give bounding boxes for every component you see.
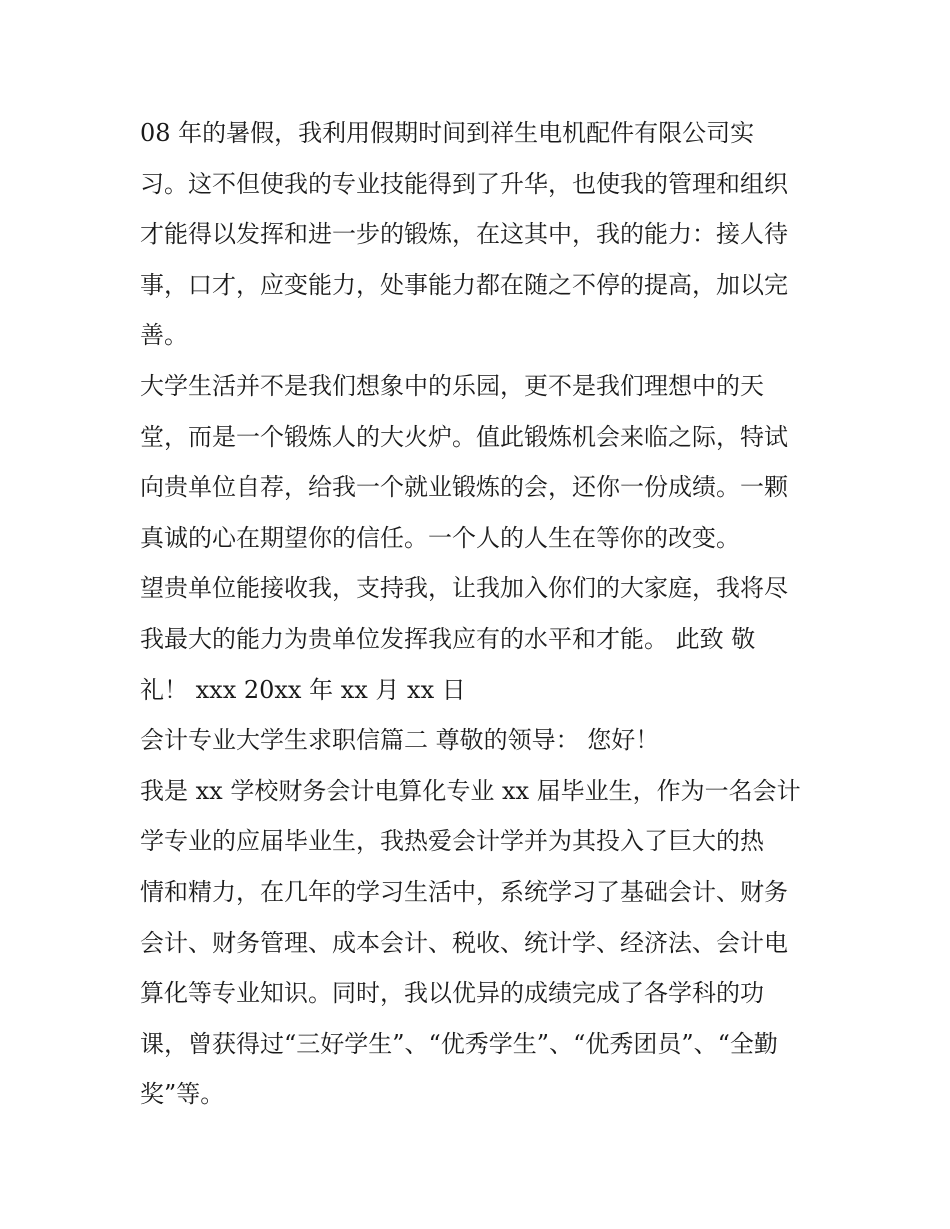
text-line: 大学生活并不是我们想象中的乐园，更不是我们理想中的天 [140, 371, 764, 400]
text-line: 会计、财务管理、成本会计、税收、统计学、经济法、会计电 [140, 928, 788, 957]
text-line: 我最大的能力为贵单位发挥我应有的水平和才能。 此致 敬 [140, 624, 756, 653]
text-line: 课，曾获得过“三好学生”、“优秀学生”、“优秀团员”、“全勤 [140, 1029, 778, 1058]
text-line: 奖”等。 [140, 1080, 225, 1109]
text-line: 算化等专业知识。同时，我以优异的成绩完成了各学科的功 [140, 979, 764, 1008]
text-line: 事，口才，应变能力，处事能力都在随之不停的提高，加以完 [140, 270, 788, 299]
text-line: 我是 xx 学校财务会计电算化专业 xx 届毕业生，作为一名会计 [140, 776, 801, 805]
text-line: 堂，而是一个锻炼人的大火炉。值此锻炼机会来临之际，特试 [140, 422, 788, 451]
text-line: 真诚的心在期望你的信任。一个人的人生在等你的改变。 [140, 523, 740, 552]
text-line: 向贵单位自荐，给我一个就业锻炼的会，还你一份成绩。一颗 [140, 473, 788, 502]
text-line: 望贵单位能接收我，支持我，让我加入你们的大家庭，我将尽 [140, 574, 788, 603]
text-line: 才能得以发挥和进一步的锻炼，在这其中，我的能力：接人待 [140, 220, 788, 249]
text-line: 习。这不但使我的专业技能得到了升华，也使我的管理和组织 [140, 169, 788, 198]
text-line: 08 年的暑假，我利用假期时间到祥生电机配件有限公司实 [140, 119, 755, 147]
text-line: 礼！ xxx 20xx 年 xx 月 xx 日 [140, 675, 466, 704]
text-line: 善。 [140, 321, 188, 350]
text-line: 学专业的应届毕业生，我热爱会计学并为其投入了巨大的热 [140, 827, 764, 856]
section-heading: 会计专业大学生求职信篇二 尊敬的领导： 您好！ [140, 726, 660, 755]
letter-body [140, 108, 820, 1120]
text-line: 情和精力，在几年的学习生活中，系统学习了基础会计、财务 [140, 877, 788, 906]
